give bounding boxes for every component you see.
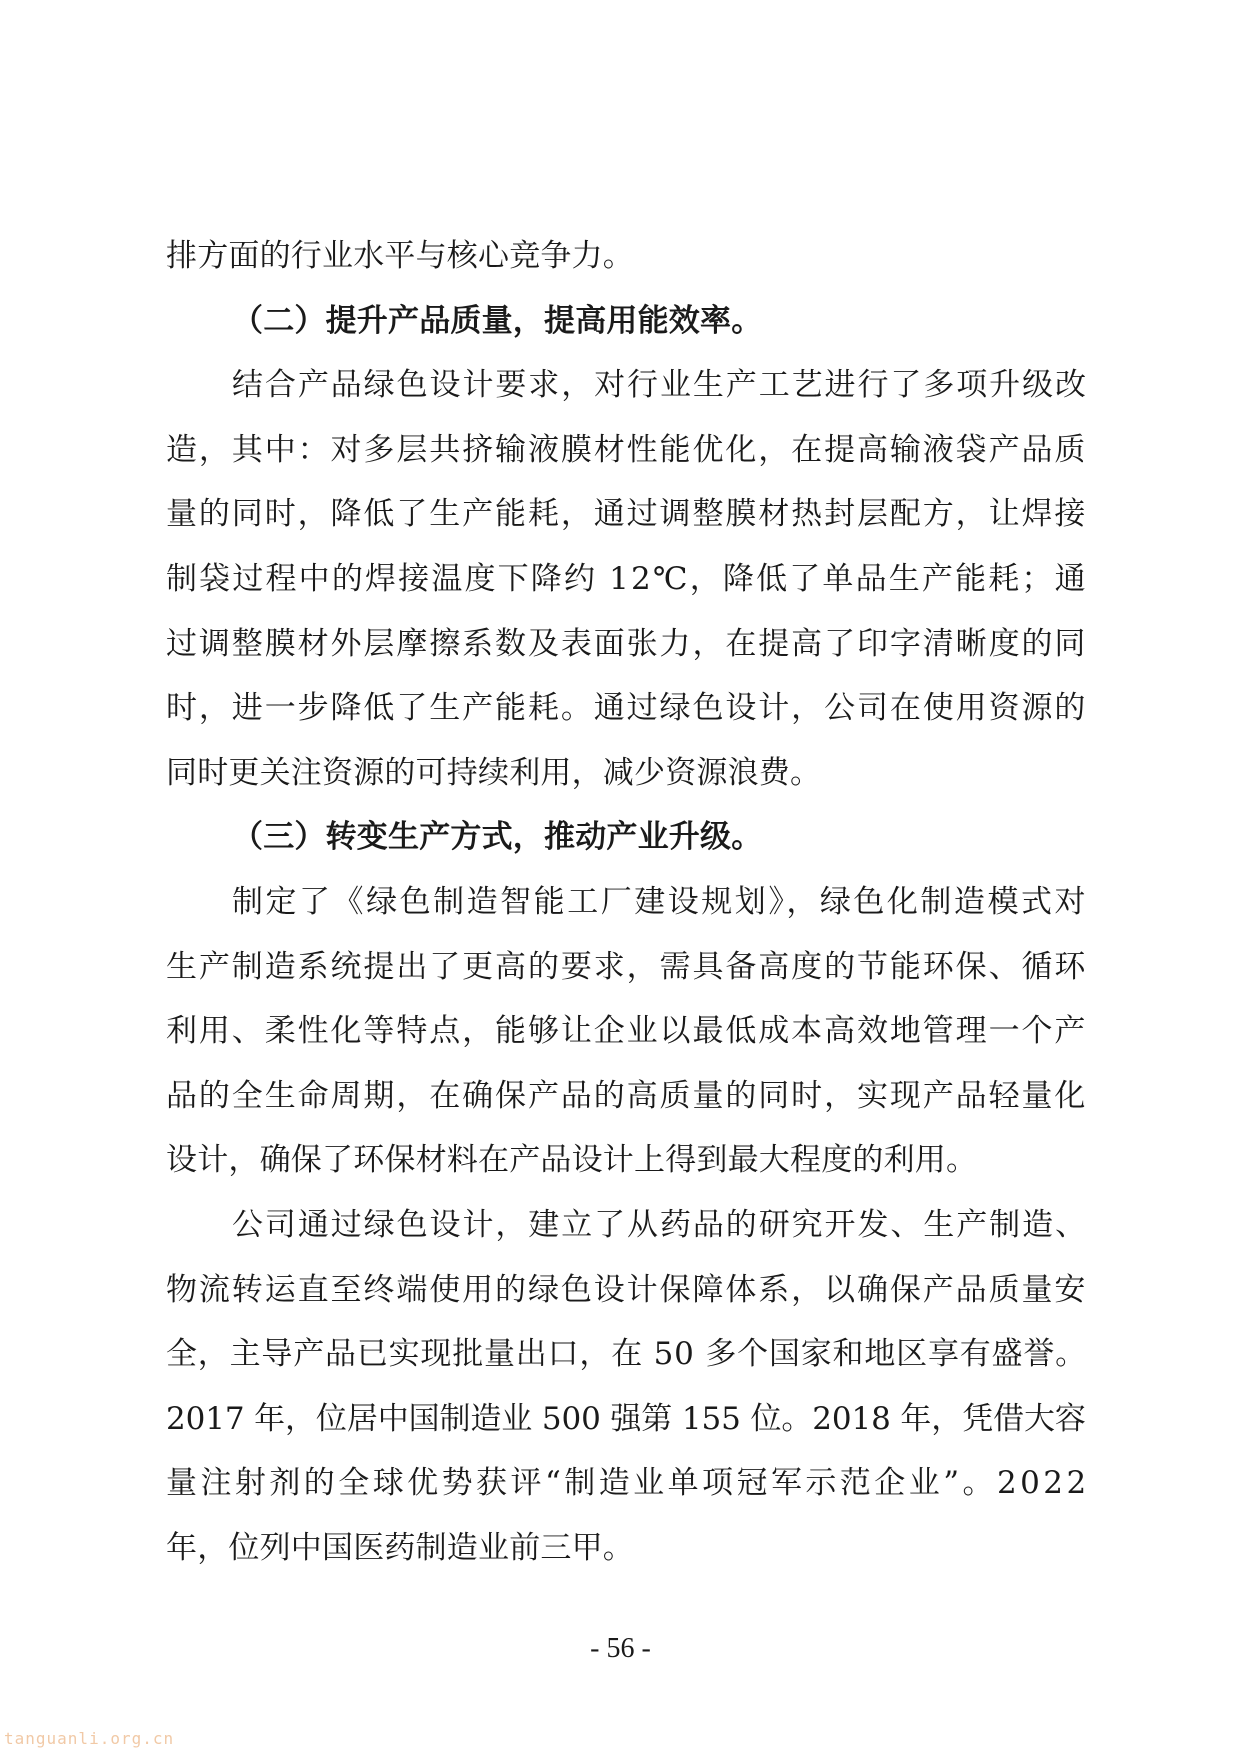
paragraph-line: 生产制造系统提出了更高的要求，需具备高度的节能环保、循环 [166,948,1088,985]
paragraph-last-line: 排方面的行业水平与核心竞争力。 [166,238,634,274]
paragraph-line: 物流转运直至终端使用的绿色设计保障体系，以确保产品质量安 [166,1271,1088,1308]
section-heading: （二）提升产品质量，提高用能效率。 [232,302,763,339]
watermark: tanguanli.org.cn [4,1729,175,1748]
paragraph-first-line: 结合产品绿色设计要求，对行业生产工艺进行了多项升级改 [232,367,1088,404]
paragraph-line: 造，其中：对多层共挤输液膜材性能优化，在提高输液袋产品质 [166,431,1088,468]
paragraph-line: 2017 年，位居中国制造业 500 强第 155 位。2018 年，凭借大容 [166,1400,1086,1437]
paragraph-line: 品的全生命周期，在确保产品的高质量的同时，实现产品轻量化 [166,1077,1088,1114]
paragraph-first-line: 公司通过绿色设计，建立了从药品的研究开发、生产制造、 [232,1206,1088,1243]
paragraph-first-line: 制定了《绿色制造智能工厂建设规划》，绿色化制造模式对 [232,883,1089,920]
paragraph-line: 利用、柔性化等特点，能够让企业以最低成本高效地管理一个产 [166,1013,1088,1050]
page-number: - 56 - [590,1633,651,1664]
paragraph-line: 量的同时，降低了生产能耗，通过调整膜材热封层配方，让焊接 [166,496,1088,533]
paragraph-line: 过调整膜材外层摩擦系数及表面张力，在提高了印字清晰度的同 [166,625,1088,662]
paragraph-line: 全，主导产品已实现批量出口，在 50 多个国家和地区享有盛誉。 [166,1336,1087,1373]
paragraph-last-line: 年，位列中国医药制造业前三甲。 [166,1529,634,1566]
paragraph-last-line: 同时更关注资源的可持续利用，减少资源浪费。 [166,754,822,791]
document-body [166,224,1090,1580]
paragraph-line: 时，进一步降低了生产能耗。通过绿色设计，公司在使用资源的 [166,690,1088,727]
paragraph-last-line: 设计，确保了环保材料在产品设计上得到最大程度的利用。 [166,1142,978,1179]
paragraph-line: 制袋过程中的焊接温度下降约 12℃，降低了单品生产能耗；通 [166,560,1088,597]
section-heading: （三）转变生产方式，推动产业升级。 [232,819,763,856]
paragraph-line: 量注射剂的全球优势获评“制造业单项冠军示范企业”。2022 [166,1465,1090,1502]
